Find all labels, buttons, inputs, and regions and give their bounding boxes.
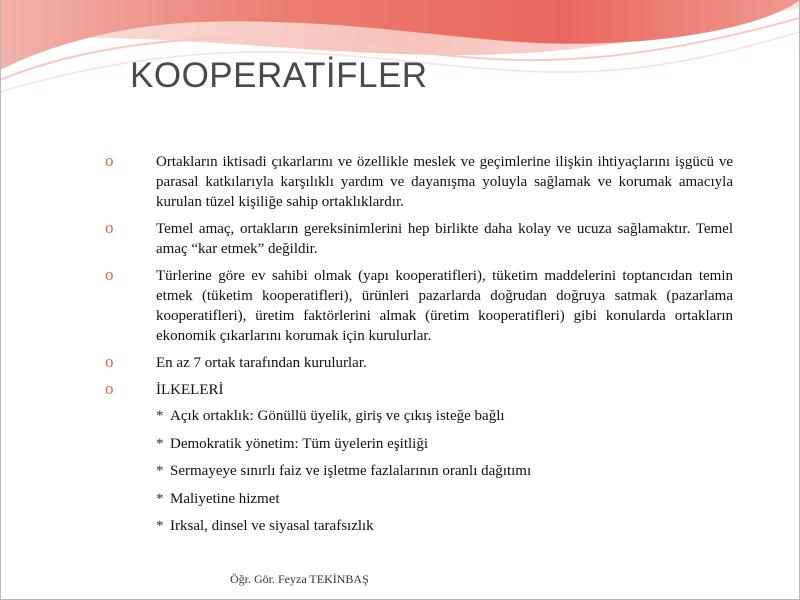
asterisk-marker: * [156,463,164,479]
slide-title: KOOPERATİFLER [130,56,428,95]
bullet-item [105,219,733,259]
slide-content [105,152,733,544]
bullet-text-principles-heading: İLKELERİ [156,382,224,398]
principle-item [156,489,733,517]
bullet-marker: o [105,218,114,237]
bullet-item [105,353,733,373]
principles-list [105,406,733,544]
bullet-text-purpose: Temel amaç, ortakların gereksinimlerini hep birlikte daha kolay ve ucuza sağlamaktır. Temel amaç “kar etmek” değildir. [156,221,733,257]
principle-text: Açık ortaklık: Gönüllü üyelik, giriş ve çıkış isteğe bağlı [170,408,505,424]
bullet-item [105,266,733,346]
bullet-text-types: Türlerine göre ev sahibi olmak (yapı kooperatifleri), tüketim maddelerini toptancıdan temin etmek (tüketim kooperatifleri), ürünleri pazarlarda doğrudan doğruya satmak (pazarlama kooperatifleri), üretim faktörlerini almak (üretim kooperatifleri) gibi konularda ortakların ekonomik çıkarlarını korumak için kurulurlar. [156,268,733,344]
bullet-marker: o [105,265,114,284]
principle-item [156,406,733,434]
bullet-item [105,152,733,212]
asterisk-marker: * [156,408,164,424]
principle-text: Demokratik yönetim: Tüm üyelerin eşitliği [170,435,429,452]
principle-text: Irksal, dinsel ve siyasal tarafsızlık [170,518,374,534]
principle-text: Sermayeye sınırlı faiz ve işletme fazlalarının oranlı dağıtımı [170,463,532,479]
bullet-marker: o [105,352,114,371]
asterisk-marker: * [156,518,164,534]
asterisk-marker: * [156,435,164,452]
bullet-item [105,380,733,400]
bullet-marker: o [105,151,114,170]
bullet-text-definition: Ortakların iktisadi çıkarlarını ve özellikle meslek ve geçimlerine ilişkin ihtiyaçlarını işgücü ve parasal katkılarıyla karşılıklı yardım ve dayanışma yoluyla sağlamak ve korumak amacıyla kurulan tüzel kişiliğe sahip ortaklıklardır. [156,154,733,210]
principle-item [156,516,733,544]
principle-text: Maliyetine hizmet [170,490,280,507]
bullet-text-minimum-members: En az 7 ortak tarafından kurulurlar. [156,355,367,371]
bullet-marker: o [105,379,114,398]
footer-author: Öğr. Gör. Feyza TEKİNBAŞ [230,572,369,586]
frame-left-border [0,0,1,600]
principle-item [156,434,733,462]
asterisk-marker: * [156,490,164,507]
principle-item [156,461,733,489]
